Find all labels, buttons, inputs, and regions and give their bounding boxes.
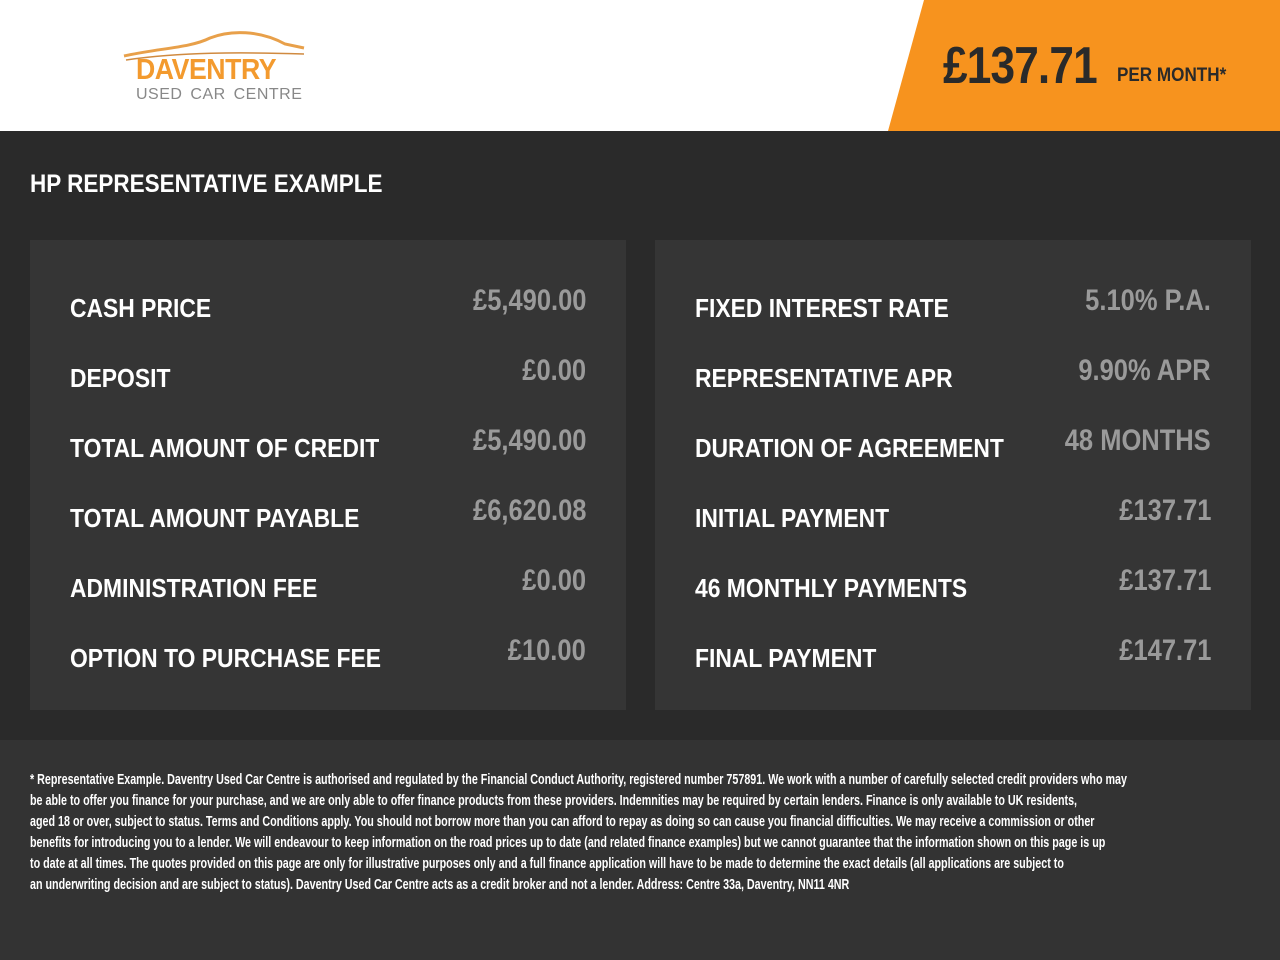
finance-row [695, 354, 1211, 394]
disclaimer-line: * Representative Example. Daventry Used Car Centre is authorised and regulated by the Financial Conduct Authority, registered number 757891. We work with a number of carefully selected credit providers who may [30, 772, 1127, 788]
row-value: £137.71 [1118, 564, 1211, 597]
disclaimer-line: aged 18 or over, subject to status. Terms and Conditions apply. You should not borrow more than you can afford to repay as doing so can cause you financial difficulties. We may receive a commission or other [30, 814, 1095, 830]
logo[interactable] [120, 26, 310, 106]
disclaimer-line: benefits for introducing you to a lender. We will endeavour to keep information on the road prices up to date (and related finance examples) but we cannot guarantee that the information shown on this page is up [30, 835, 1106, 851]
finance-row [70, 354, 586, 394]
per-month-label: PER MONTH* [1117, 65, 1227, 86]
row-value: £137.71 [1118, 494, 1211, 527]
row-value: £0.00 [522, 564, 586, 597]
row-label: FIXED INTEREST RATE [695, 293, 949, 323]
section-title: HP REPRESENTATIVE EXAMPLE [30, 170, 383, 198]
finance-row [695, 284, 1211, 324]
finance-row [70, 564, 586, 604]
monthly-price: £137.71 [943, 37, 1097, 95]
disclaimer-line: be able to offer you finance for your purchase, and we are only able to offer finance products from these providers. Indemnities may be required by certain lenders. Finance is only available to UK residents, [30, 793, 1078, 809]
row-value: 9.90% APR [1078, 354, 1211, 387]
row-label: TOTAL AMOUNT PAYABLE [70, 503, 360, 533]
row-label: REPRESENTATIVE APR [695, 363, 953, 393]
finance-row [695, 424, 1211, 464]
left-panel [30, 240, 626, 710]
header [0, 0, 1280, 131]
row-label: FINAL PAYMENT [695, 643, 877, 673]
finance-row [70, 284, 586, 324]
row-value: 5.10% P.A. [1085, 284, 1211, 317]
footer [0, 740, 1280, 960]
logo-brand: DAVENTRY [136, 54, 277, 86]
row-label: OPTION TO PURCHASE FEE [70, 643, 382, 673]
right-panel [655, 240, 1251, 710]
row-value: £10.00 [507, 634, 586, 667]
finance-row [695, 494, 1211, 534]
row-label: INITIAL PAYMENT [695, 503, 890, 533]
row-value: £0.00 [522, 354, 586, 387]
finance-row [695, 564, 1211, 604]
row-value: £5,490.00 [472, 424, 586, 457]
row-value: £147.71 [1118, 634, 1211, 667]
row-label: DEPOSIT [70, 363, 171, 393]
row-label: CASH PRICE [70, 293, 212, 323]
finance-row [70, 634, 586, 674]
finance-row [70, 494, 586, 534]
row-value: 48 MONTHS [1065, 424, 1211, 457]
row-label: 46 MONTHLY PAYMENTS [695, 573, 968, 603]
row-value: £5,490.00 [472, 284, 586, 317]
row-label: TOTAL AMOUNT OF CREDIT [70, 433, 380, 463]
row-label: ADMINISTRATION FEE [70, 573, 318, 603]
finance-row [695, 634, 1211, 674]
row-label: DURATION OF AGREEMENT [695, 433, 1004, 463]
finance-row [70, 424, 586, 464]
row-value: £6,620.08 [472, 494, 586, 527]
disclaimer-line: an underwriting decision and are subject to status). Daventry Used Car Centre acts as a credit broker and not a lender. Address: Centre 33a, Daventry, NN11 4NR [30, 877, 850, 893]
logo-tagline: USED CAR CENTRE [136, 86, 303, 103]
disclaimer-line: to date at all times. The quotes provided on this page are only for illustrative purposes only and a full finance application will have to be made to determine the exact details (all applications are subject to [30, 856, 1064, 872]
disclaimer [30, 770, 1280, 896]
